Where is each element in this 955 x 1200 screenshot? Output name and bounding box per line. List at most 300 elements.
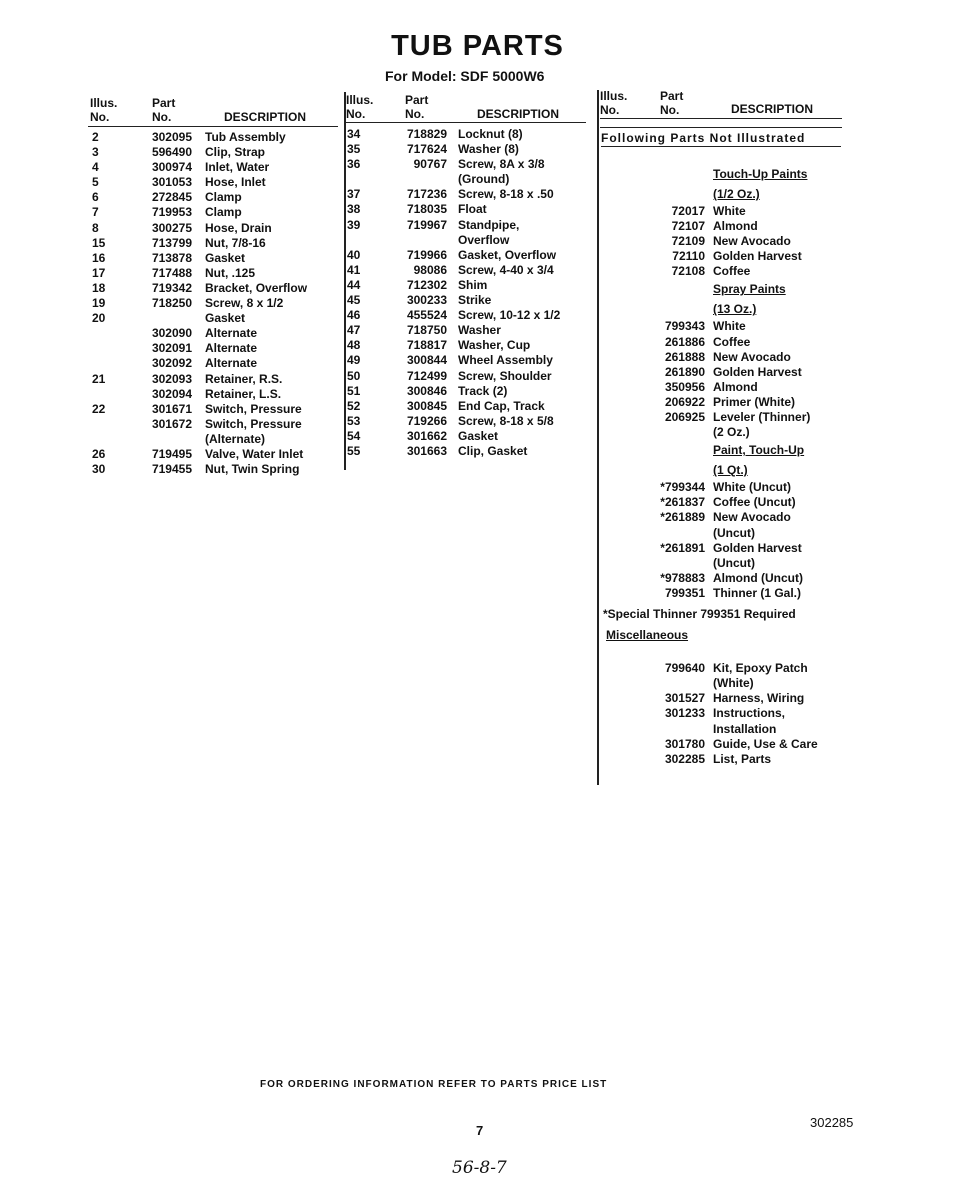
illus-number: 47 xyxy=(347,323,361,338)
part-number: 713799 xyxy=(151,235,192,250)
part-description: (Alternate) xyxy=(205,431,266,446)
part-description: Coffee xyxy=(713,264,751,279)
parts-row xyxy=(347,248,592,263)
part-description: Wheel Assembly xyxy=(458,353,553,368)
part-number: 717488 xyxy=(151,265,192,280)
parts-row xyxy=(92,251,342,266)
part-number: 712499 xyxy=(406,368,447,383)
illus-number: 36 xyxy=(347,157,361,172)
part-description: Nut, 7/8-16 xyxy=(205,235,266,250)
part-description: Golden Harvest xyxy=(713,364,802,379)
parts-row xyxy=(92,205,342,220)
part-number: 799343 xyxy=(664,319,705,334)
part-number: 301662 xyxy=(406,428,447,443)
part-number: 302092 xyxy=(151,356,192,371)
parts-row xyxy=(603,510,848,525)
part-number: 261888 xyxy=(664,349,705,364)
part-number: 717236 xyxy=(406,187,447,202)
part-description: Primer (White) xyxy=(713,394,796,409)
part-description: Clip, Strap xyxy=(205,145,266,160)
part-number: 72108 xyxy=(671,264,705,279)
parts-row xyxy=(347,263,592,278)
section-heading: Paint, Touch-Up xyxy=(713,443,805,458)
part-number: 272845 xyxy=(151,190,192,205)
illus-number: 22 xyxy=(92,401,106,416)
part-description: Almond (Uncut) xyxy=(713,570,803,585)
part-number: 72107 xyxy=(671,219,705,234)
parts-row xyxy=(92,462,342,477)
column-divider xyxy=(597,90,599,785)
illus-number: 5 xyxy=(92,175,99,190)
parts-row xyxy=(92,417,342,432)
header-illus xyxy=(346,93,373,121)
part-description: White xyxy=(713,204,746,218)
part-description: Screw, 8A x 3/8 xyxy=(458,157,545,172)
part-description: Screw, 10-12 x 1/2 xyxy=(458,308,561,323)
parts-row xyxy=(347,414,592,429)
part-number: 718829 xyxy=(406,127,447,141)
illus-number: 46 xyxy=(347,308,361,323)
illus-number: 37 xyxy=(347,187,361,202)
parts-column-3 xyxy=(603,164,848,767)
part-description: Kit, Epoxy Patch xyxy=(713,661,808,676)
part-description: New Avocado xyxy=(713,349,791,364)
part-description: Installation xyxy=(713,721,777,736)
parts-row xyxy=(92,341,342,356)
parts-row xyxy=(347,142,592,157)
header-part-label: Part xyxy=(405,93,429,107)
parts-row xyxy=(603,628,848,643)
part-number: 302091 xyxy=(151,341,192,356)
parts-row xyxy=(603,365,848,380)
parts-row xyxy=(347,127,592,142)
illus-number: 15 xyxy=(92,235,106,250)
parts-row xyxy=(92,432,342,447)
model-subtitle: For Model: SDF 5000W6 xyxy=(385,68,545,84)
parts-row xyxy=(603,279,848,299)
header-part-no: No. xyxy=(405,107,425,121)
part-description: Retainer, R.S. xyxy=(205,371,283,386)
part-number: 72110 xyxy=(672,249,705,264)
part-description: Washer xyxy=(458,323,501,338)
header-part-no: No. xyxy=(660,103,680,117)
part-description: End Cap, Track xyxy=(458,398,545,413)
part-description: New Avocado xyxy=(713,510,791,525)
illus-number: 52 xyxy=(347,398,361,413)
parts-row xyxy=(92,160,342,175)
part-number: 718817 xyxy=(406,338,447,353)
parts-row xyxy=(92,281,342,296)
parts-row xyxy=(347,172,592,187)
column-divider xyxy=(344,92,346,470)
illus-number: 21 xyxy=(92,371,106,386)
parts-row xyxy=(603,586,848,601)
parts-row xyxy=(603,556,848,571)
part-description: Screw, 8-18 x .50 xyxy=(458,187,554,202)
parts-column-2 xyxy=(347,127,592,459)
parts-row xyxy=(347,308,592,323)
section-heading: (1/2 Oz.) xyxy=(713,187,760,201)
parts-row xyxy=(603,722,848,737)
parts-row xyxy=(347,233,592,248)
part-number: 206922 xyxy=(664,394,705,409)
part-number: 206925 xyxy=(664,410,705,425)
parts-row xyxy=(347,278,592,293)
part-number: 719953 xyxy=(151,205,192,220)
part-number: 799351 xyxy=(664,585,705,600)
parts-row xyxy=(603,249,848,264)
header-part xyxy=(660,89,683,117)
parts-row xyxy=(347,293,592,308)
parts-row xyxy=(603,319,848,334)
part-description: Gasket, Overflow xyxy=(458,247,557,262)
part-description: Screw, 4-40 x 3/4 xyxy=(458,262,554,277)
header-rule xyxy=(88,126,338,127)
part-number: 300845 xyxy=(406,398,447,413)
part-description: Hose, Drain xyxy=(205,220,272,235)
parts-row xyxy=(603,460,848,480)
part-number: 719967 xyxy=(406,217,447,232)
part-number: 301233 xyxy=(664,706,705,721)
parts-row xyxy=(603,164,848,184)
part-description: Overflow xyxy=(458,232,510,247)
parts-row xyxy=(347,323,592,338)
part-description: New Avocado xyxy=(713,234,791,249)
illus-number: 16 xyxy=(92,250,106,265)
part-number: 301671 xyxy=(151,401,192,416)
section-heading: Touch-Up Paints xyxy=(713,167,808,181)
page-number: 7 xyxy=(476,1123,484,1138)
page-title: TUB PARTS xyxy=(391,30,564,62)
section-heading: (13 Oz.) xyxy=(713,302,757,317)
part-number: 90767 xyxy=(413,157,447,172)
part-number: 300233 xyxy=(406,293,447,308)
parts-row xyxy=(603,425,848,440)
parts-row xyxy=(347,338,592,353)
illus-number: 39 xyxy=(347,217,361,232)
part-description: Gasket xyxy=(205,311,246,326)
part-description: List, Parts xyxy=(713,751,772,766)
part-description: Alternate xyxy=(205,356,258,371)
part-number: 98086 xyxy=(413,262,447,277)
parts-row xyxy=(603,410,848,425)
part-description: (Ground) xyxy=(458,172,510,187)
part-description: Thinner (1 Gal.) xyxy=(713,585,802,600)
illus-number: 34 xyxy=(347,127,361,141)
parts-row xyxy=(92,311,342,326)
part-description: Washer (8) xyxy=(458,142,519,157)
header-illus-no: No. xyxy=(600,103,620,117)
ordering-footer: FOR ORDERING INFORMATION REFER TO PARTS PRICE LIST xyxy=(260,1079,608,1090)
parts-row xyxy=(603,335,848,350)
parts-row xyxy=(347,444,592,459)
part-number: 712302 xyxy=(406,277,447,292)
illus-number: 54 xyxy=(347,428,361,443)
part-number: 719342 xyxy=(151,280,192,295)
parts-row xyxy=(92,145,342,160)
part-number: 718035 xyxy=(406,202,447,217)
parts-row xyxy=(347,218,592,233)
header-description: DESCRIPTION xyxy=(224,110,307,124)
illus-number: 6 xyxy=(92,190,99,205)
part-number: 718750 xyxy=(406,323,447,338)
illus-number: 45 xyxy=(347,293,361,308)
illus-number: 35 xyxy=(347,142,361,157)
part-description: Standpipe, xyxy=(458,217,520,232)
part-description: Clamp xyxy=(205,190,242,205)
header-illus-no: No. xyxy=(346,107,366,121)
part-description: Retainer, L.S. xyxy=(205,386,282,401)
part-number: 350956 xyxy=(664,379,705,394)
header-illus-label: Illus. xyxy=(346,93,374,107)
part-description: White xyxy=(713,319,746,334)
part-number: *799344 xyxy=(660,480,705,495)
illus-number: 49 xyxy=(347,353,361,368)
part-description: Tub Assembly xyxy=(205,130,286,144)
part-number: 301672 xyxy=(151,416,192,431)
parts-row xyxy=(603,299,848,319)
illus-number: 17 xyxy=(92,265,106,280)
illus-number: 4 xyxy=(92,160,99,175)
part-number: *261889 xyxy=(660,510,705,525)
part-description: Strike xyxy=(458,293,492,308)
part-number: 713878 xyxy=(151,250,192,265)
illus-number: 3 xyxy=(92,145,99,160)
header-part xyxy=(405,93,428,121)
part-description: Nut, .125 xyxy=(205,265,256,280)
part-number: 718250 xyxy=(151,296,192,311)
part-description: White (Uncut) xyxy=(713,480,791,495)
part-number: 302095 xyxy=(151,130,192,144)
parts-row xyxy=(92,372,342,387)
header-illus-label: Illus. xyxy=(90,96,118,110)
section-heading: (1 Qt.) xyxy=(713,463,748,478)
part-number: 261886 xyxy=(664,334,705,349)
part-description: Almond xyxy=(713,219,758,234)
part-number: 301527 xyxy=(664,691,705,706)
part-number: *261891 xyxy=(660,540,705,555)
section-heading-miscellaneous: Miscellaneous xyxy=(606,628,689,643)
part-number: 719495 xyxy=(151,446,192,461)
part-description: (Uncut) xyxy=(713,555,755,570)
document-number: 302285 xyxy=(810,1115,854,1130)
illus-number: 8 xyxy=(92,220,99,235)
parts-row xyxy=(603,661,848,676)
part-description: Coffee xyxy=(713,334,751,349)
part-number: 719266 xyxy=(406,413,447,428)
illus-number: 2 xyxy=(92,130,99,144)
parts-row xyxy=(603,752,848,767)
illus-number: 44 xyxy=(347,277,361,292)
parts-row xyxy=(92,190,342,205)
part-number: 719966 xyxy=(406,247,447,262)
parts-row xyxy=(92,236,342,251)
illus-number: 50 xyxy=(347,368,361,383)
part-description: Shim xyxy=(458,277,488,292)
part-number: 300844 xyxy=(406,353,447,368)
illus-number: 30 xyxy=(92,462,106,477)
header-part-label: Part xyxy=(660,89,684,103)
part-description: Alternate xyxy=(205,341,258,356)
parts-row xyxy=(92,175,342,190)
part-description: Almond xyxy=(713,379,758,394)
part-number: 300974 xyxy=(151,160,192,175)
header-rule xyxy=(600,118,842,119)
parts-row xyxy=(92,387,342,402)
parts-row xyxy=(347,353,592,368)
header-illus xyxy=(90,96,117,124)
part-description: Bracket, Overflow xyxy=(205,280,308,295)
illus-number: 19 xyxy=(92,296,106,311)
part-description: Switch, Pressure xyxy=(205,416,302,431)
parts-row xyxy=(347,369,592,384)
header-part-label: Part xyxy=(152,96,176,110)
parts-row xyxy=(603,219,848,234)
parts-row xyxy=(603,204,848,219)
parts-row xyxy=(603,607,848,622)
parts-row xyxy=(347,429,592,444)
illus-number: 7 xyxy=(92,205,99,220)
parts-row xyxy=(92,221,342,236)
parts-row xyxy=(347,399,592,414)
parts-row xyxy=(603,264,848,279)
part-number: 302090 xyxy=(151,326,192,341)
parts-row xyxy=(347,202,592,217)
parts-row xyxy=(603,526,848,541)
part-number: 302093 xyxy=(151,371,192,386)
illus-number: 38 xyxy=(347,202,361,217)
header-illus xyxy=(600,89,627,117)
parts-row xyxy=(603,440,848,460)
part-description: Leveler (Thinner) xyxy=(713,410,811,425)
illus-number: 48 xyxy=(347,338,361,353)
part-description: Alternate xyxy=(205,326,258,341)
footnote-special-thinner: *Special Thinner 799351 Required xyxy=(603,606,796,621)
part-number: 596490 xyxy=(151,145,192,160)
illus-number: 41 xyxy=(347,262,361,277)
section-heading: Spray Paints xyxy=(713,282,786,297)
part-number: *978883 xyxy=(660,570,705,585)
part-number: 302285 xyxy=(664,751,705,766)
parts-column-1 xyxy=(92,130,342,477)
parts-row xyxy=(603,706,848,721)
part-description: (Uncut) xyxy=(713,525,755,540)
header-rule xyxy=(346,122,586,123)
parts-row xyxy=(347,384,592,399)
illus-number: 53 xyxy=(347,413,361,428)
part-number: 72109 xyxy=(671,234,705,249)
header-description: DESCRIPTION xyxy=(477,107,560,121)
part-number: 301780 xyxy=(664,736,705,751)
parts-row xyxy=(603,184,848,204)
part-description: Clamp xyxy=(205,205,242,220)
header-part-no: No. xyxy=(152,110,172,124)
parts-row xyxy=(603,395,848,410)
part-description: (2 Oz.) xyxy=(713,425,750,440)
parts-row xyxy=(92,447,342,462)
part-description: Inlet, Water xyxy=(205,160,270,175)
part-number: 455524 xyxy=(406,308,447,323)
parts-row xyxy=(92,296,342,311)
header-rule xyxy=(600,127,842,128)
not-illustrated-heading: Following Parts Not Illustrated xyxy=(601,130,841,147)
parts-row xyxy=(603,495,848,510)
part-number: 300275 xyxy=(151,220,192,235)
part-description: Gasket xyxy=(205,250,246,265)
parts-row xyxy=(603,691,848,706)
part-description: Float xyxy=(458,202,487,217)
part-description: (White) xyxy=(713,676,754,691)
parts-row xyxy=(603,480,848,495)
illus-number: 51 xyxy=(347,383,361,398)
parts-row xyxy=(347,187,592,202)
parts-row xyxy=(603,380,848,395)
parts-row xyxy=(603,234,848,249)
header-illus-label: Illus. xyxy=(600,89,628,103)
illus-number: 40 xyxy=(347,247,361,262)
part-number: 301663 xyxy=(406,443,447,458)
part-description: Instructions, xyxy=(713,706,786,721)
part-description: Harness, Wiring xyxy=(713,691,805,706)
parts-row xyxy=(347,157,592,172)
part-description: Screw, 8-18 x 5/8 xyxy=(458,413,554,428)
parts-row xyxy=(603,676,848,691)
handwritten-note: 56-8-7 xyxy=(452,1158,507,1178)
parts-row xyxy=(92,402,342,417)
part-description: Valve, Water Inlet xyxy=(205,446,304,461)
part-description: Locknut (8) xyxy=(458,127,523,141)
part-number: 301053 xyxy=(151,175,192,190)
part-number: 719455 xyxy=(151,462,192,477)
illus-number: 18 xyxy=(92,280,106,295)
parts-row xyxy=(92,356,342,371)
parts-row xyxy=(92,130,342,145)
parts-row xyxy=(603,571,848,586)
header-part xyxy=(152,96,175,124)
part-number: *261837 xyxy=(660,495,705,510)
part-number: 302094 xyxy=(151,386,192,401)
part-number: 300846 xyxy=(406,383,447,398)
part-description: Golden Harvest xyxy=(713,249,802,264)
illus-number: 26 xyxy=(92,446,106,461)
part-number: 717624 xyxy=(406,142,447,157)
part-description: Hose, Inlet xyxy=(205,175,266,190)
illus-number: 55 xyxy=(347,443,361,458)
parts-row xyxy=(603,541,848,556)
part-description: Clip, Gasket xyxy=(458,443,528,458)
part-description: Screw, 8 x 1/2 xyxy=(205,296,284,311)
part-description: Gasket xyxy=(458,428,499,443)
part-description: Nut, Twin Spring xyxy=(205,462,300,477)
part-description: Track (2) xyxy=(458,383,508,398)
part-number: 72017 xyxy=(671,204,705,218)
parts-row xyxy=(603,737,848,752)
part-description: Washer, Cup xyxy=(458,338,531,353)
header-illus-no: No. xyxy=(90,110,110,124)
part-description: Screw, Shoulder xyxy=(458,368,552,383)
part-number: 261890 xyxy=(664,364,705,379)
part-description: Golden Harvest xyxy=(713,540,802,555)
part-description: Coffee (Uncut) xyxy=(713,495,796,510)
header-description: DESCRIPTION xyxy=(731,102,814,116)
part-description: Guide, Use & Care xyxy=(713,736,818,751)
parts-row xyxy=(92,326,342,341)
part-number: 799640 xyxy=(664,661,705,676)
part-description: Switch, Pressure xyxy=(205,401,302,416)
parts-row xyxy=(603,350,848,365)
parts-row xyxy=(92,266,342,281)
illus-number: 20 xyxy=(92,311,106,326)
